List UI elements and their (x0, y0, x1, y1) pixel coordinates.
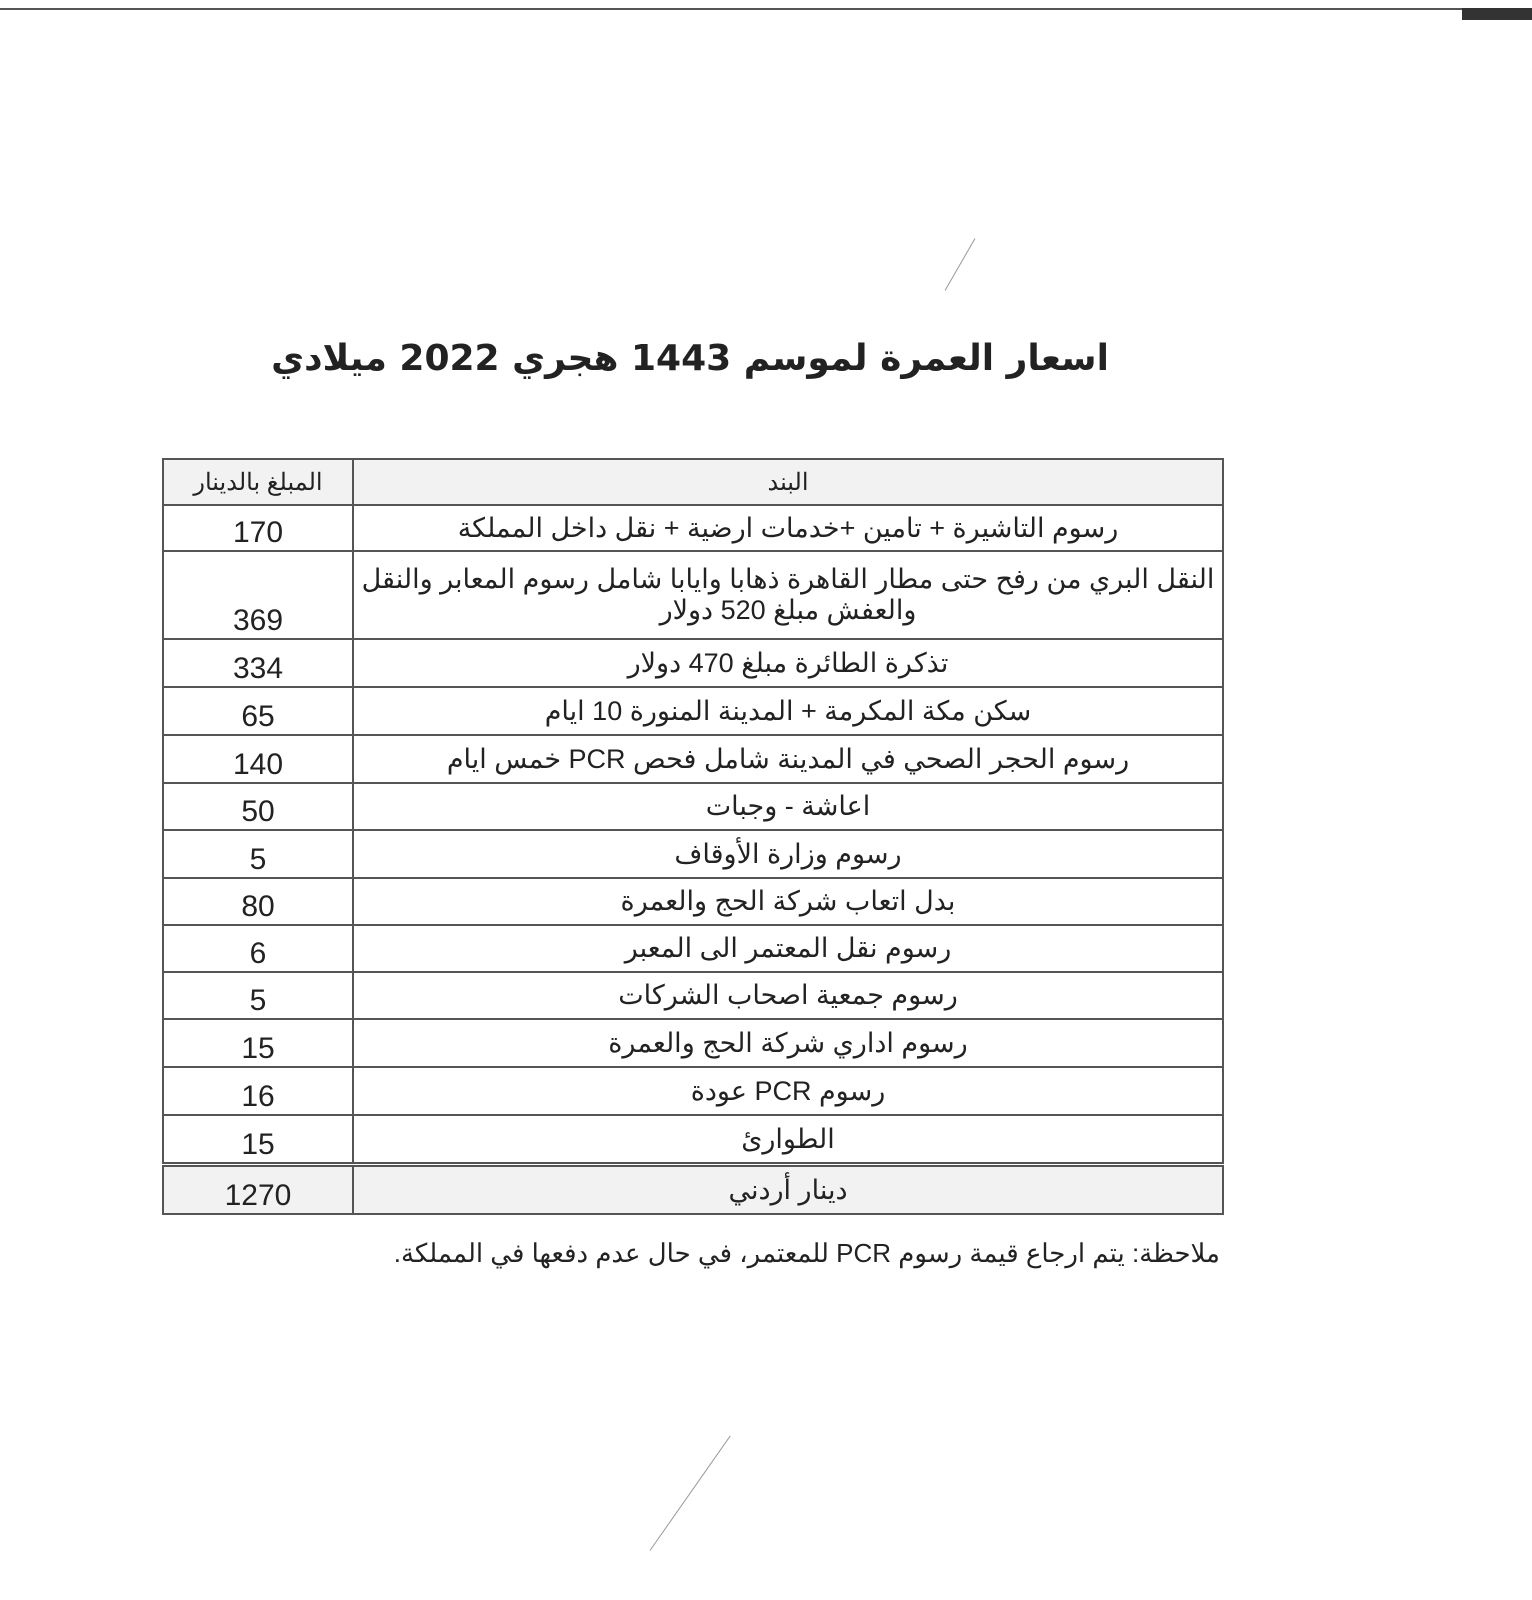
table-row (163, 1019, 1223, 1067)
table-row (163, 551, 1223, 639)
row-item: بدل اتعاب شركة الحج والعمرة (353, 878, 1223, 925)
row-amount: 15 (163, 1115, 353, 1165)
row-amount: 65 (163, 687, 353, 735)
row-amount: 334 (163, 639, 353, 687)
price-table (162, 458, 1224, 1215)
row-item: تذكرة الطائرة مبلغ 470 دولار (353, 639, 1223, 687)
row-item: رسوم اداري شركة الحج والعمرة (353, 1019, 1223, 1067)
row-item: رسوم التاشيرة + تامين +خدمات ارضية + نقل داخل المملكة (353, 505, 1223, 551)
row-amount: 6 (163, 925, 353, 972)
total-amount: 1270 (163, 1165, 353, 1215)
total-label: دينار أردني (353, 1165, 1223, 1215)
row-item: رسوم الحجر الصحي في المدينة شامل فحص PCR خمس ايام (353, 735, 1223, 783)
page-title: اسعار العمرة لموسم 1443 هجري 2022 ميلادي (271, 338, 1109, 379)
table-row (163, 830, 1223, 878)
row-amount: 5 (163, 830, 353, 878)
table-row (163, 639, 1223, 687)
row-item: اعاشة - وجبات (353, 783, 1223, 830)
table-row (163, 735, 1223, 783)
note-text: ملاحظة: يتم ارجاع قيمة رسوم PCR للمعتمر، في حال عدم دفعها في المملكة. (393, 1238, 1220, 1268)
table-row (163, 1115, 1223, 1165)
scan-top-edge (0, 8, 1532, 10)
row-amount: 369 (163, 551, 353, 639)
header-item: البند (353, 459, 1223, 505)
row-item: النقل البري من رفح حتى مطار القاهرة ذهابا وايابا شامل رسوم المعابر والنقل والعفش مبلغ 520 دولار (353, 551, 1223, 639)
scan-corner-mark (1462, 8, 1532, 20)
row-amount: 50 (163, 783, 353, 830)
header-amount: المبلغ بالدينار (163, 459, 353, 505)
table-row (163, 687, 1223, 735)
table-row (163, 925, 1223, 972)
row-amount: 140 (163, 735, 353, 783)
row-item: سكن مكة المكرمة + المدينة المنورة 10 ايام (353, 687, 1223, 735)
row-item: رسوم وزارة الأوقاف (353, 830, 1223, 878)
row-item: الطوارئ (353, 1115, 1223, 1165)
row-item: رسوم PCR عودة (353, 1067, 1223, 1115)
table-row (163, 878, 1223, 925)
table-header-row (163, 459, 1223, 505)
table-row (163, 783, 1223, 830)
row-item: رسوم جمعية اصحاب الشركات (353, 972, 1223, 1019)
table-row (163, 505, 1223, 551)
row-amount: 16 (163, 1067, 353, 1115)
row-amount: 80 (163, 878, 353, 925)
row-amount: 170 (163, 505, 353, 551)
row-amount: 5 (163, 972, 353, 1019)
scan-artifact (650, 1436, 731, 1551)
row-item: رسوم نقل المعتمر الى المعبر (353, 925, 1223, 972)
table-row (163, 972, 1223, 1019)
row-amount: 15 (163, 1019, 353, 1067)
scan-artifact (945, 238, 976, 290)
total-row (163, 1165, 1223, 1215)
table-row (163, 1067, 1223, 1115)
